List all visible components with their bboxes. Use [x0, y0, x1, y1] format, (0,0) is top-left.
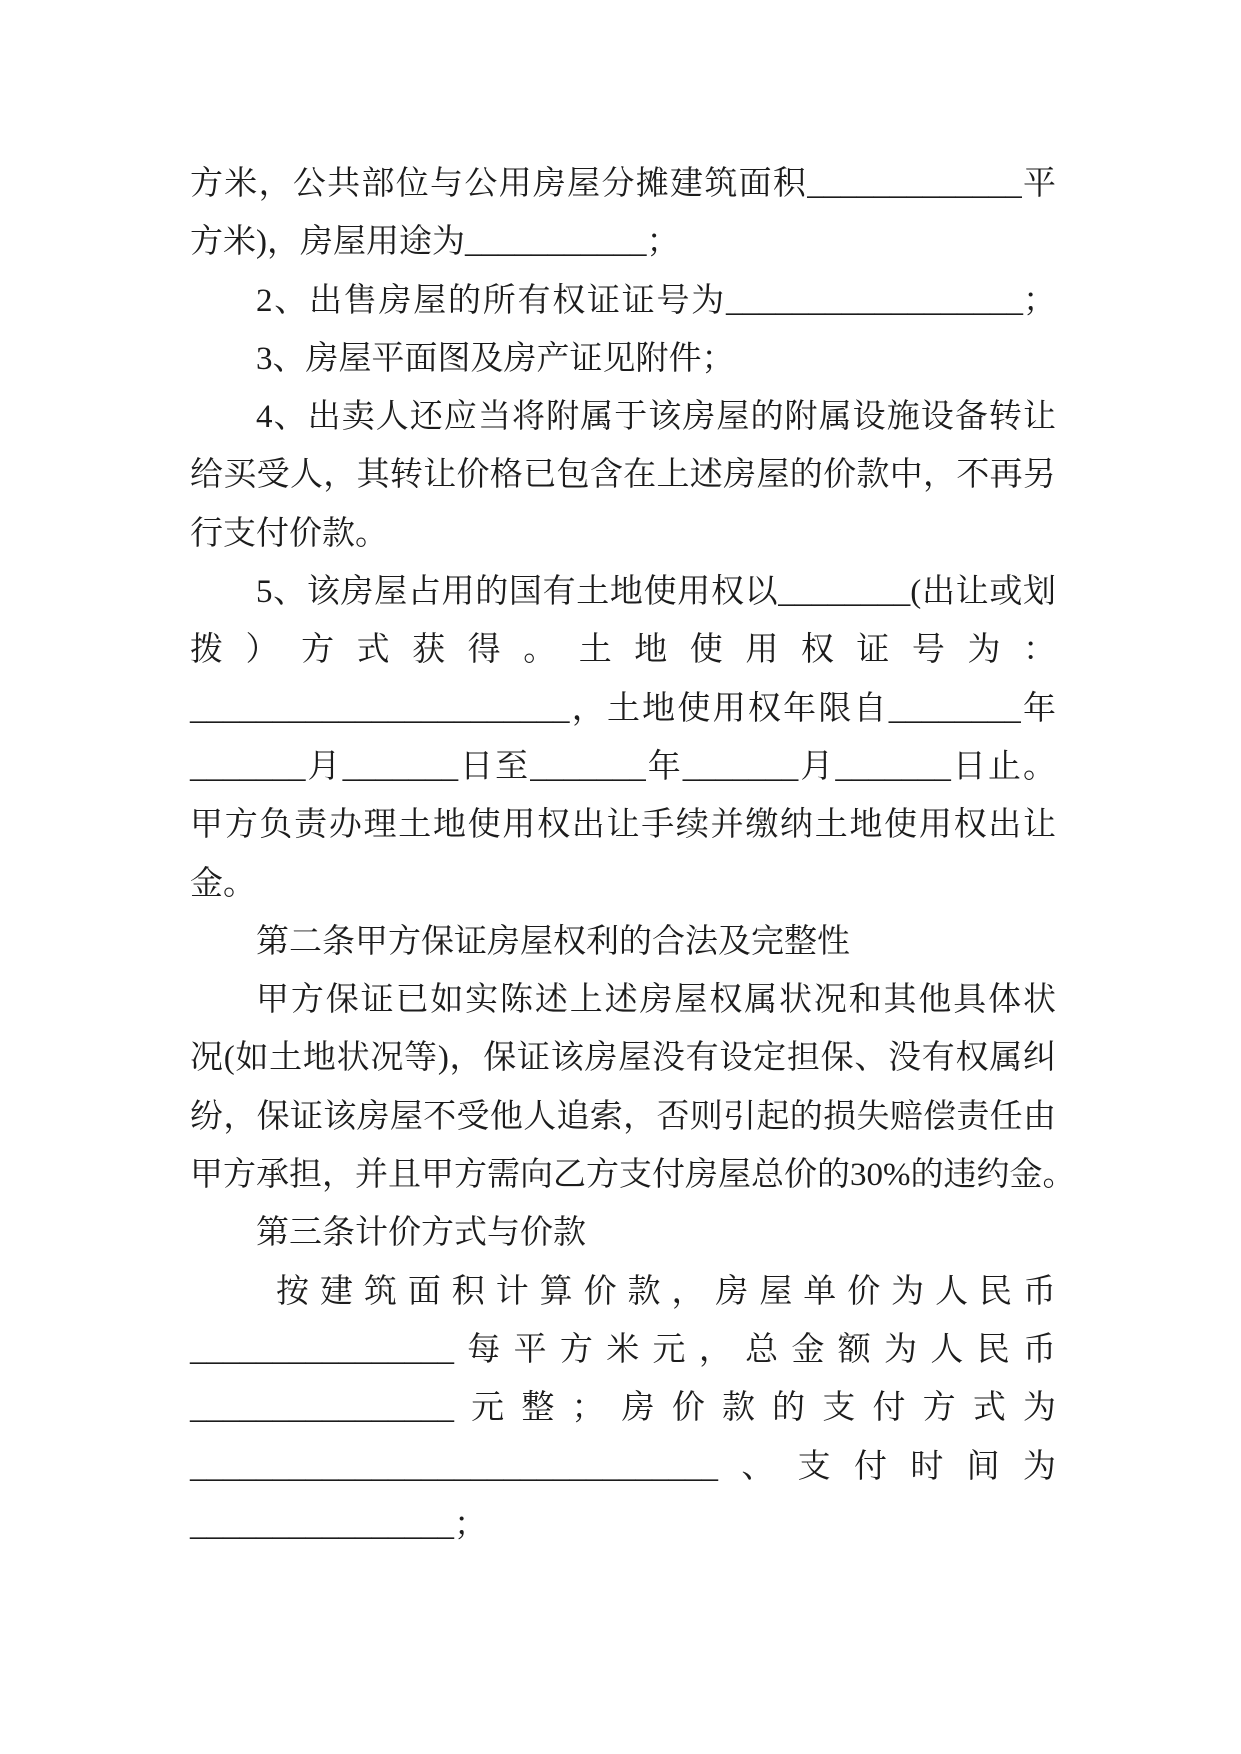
clause-2-heading — [190, 913, 1056, 971]
paragraph-item-2 — [190, 272, 1056, 330]
paragraph-area-and-usage — [190, 155, 1056, 272]
text-line: ________________________________、支付时间为 — [190, 1448, 1056, 1485]
document-body — [190, 155, 1076, 1554]
paragraph-item-4 — [190, 388, 1056, 563]
paragraph-clause-3-body — [190, 1263, 1056, 1554]
text-line: ________________元整；房价款的支付方式为 — [190, 1390, 1056, 1427]
text-line: 第二条甲方保证房屋权利的合法及完整性 — [256, 923, 850, 960]
text-line: 2、出售房屋的所有权证证号为__________________； — [256, 282, 1056, 319]
paragraph-item-5 — [190, 563, 1056, 913]
paragraph-clause-2-body — [190, 971, 1076, 1204]
text-line: 行支付价款。 — [190, 515, 388, 552]
text-line: 金。 — [190, 865, 256, 902]
text-line: 4、出卖人还应当将附属于该房屋的附属设施设备转让 — [256, 399, 1056, 436]
text-line: 第三条计价方式与价款 — [256, 1215, 586, 1252]
text-line: 甲方负责办理土地使用权出让手续并缴纳土地使用权出让 — [190, 807, 1056, 844]
clause-3-heading — [190, 1204, 1056, 1262]
text-line: 况(如土地状况等)，保证该房屋没有设定担保、没有权属纠 — [190, 1040, 1056, 1077]
text-line: 甲方承担，并且甲方需向乙方支付房屋总价的30%的违约金。 — [190, 1157, 1076, 1194]
text-line: 5、该房屋占用的国有土地使用权以________(出让或划 — [256, 574, 1056, 611]
text-line: 纷，保证该房屋不受他人追索，否则引起的损失赔偿责任由 — [190, 1098, 1056, 1135]
text-line: 甲方保证已如实陈述上述房屋权属状况和其他具体状 — [256, 982, 1056, 1019]
text-line: ________________每平方米元，总金额为人民币 — [190, 1331, 1056, 1368]
text-line: 3、房屋平面图及房产证见附件； — [256, 340, 735, 377]
text-line: 按建筑面积计算价款，房屋单价为人民币 — [276, 1273, 1056, 1310]
text-line: _______月_______日至_______年_______月_______日止。 — [190, 748, 1056, 785]
text-line: _______________________，土地使用权年限自________年 — [190, 690, 1056, 727]
text-line: 方米)，房屋用途为___________； — [190, 224, 680, 261]
text-line: 拨）方式获得。土地使用权证号为： — [190, 632, 1056, 669]
text-line: 方米，公共部位与公用房屋分摊建筑面积_____________平 — [190, 166, 1056, 202]
paragraph-item-3 — [190, 330, 1056, 388]
text-line: ________________； — [190, 1506, 487, 1543]
text-line: 给买受人，其转让价格已包含在上述房屋的价款中，不再另 — [190, 457, 1056, 494]
